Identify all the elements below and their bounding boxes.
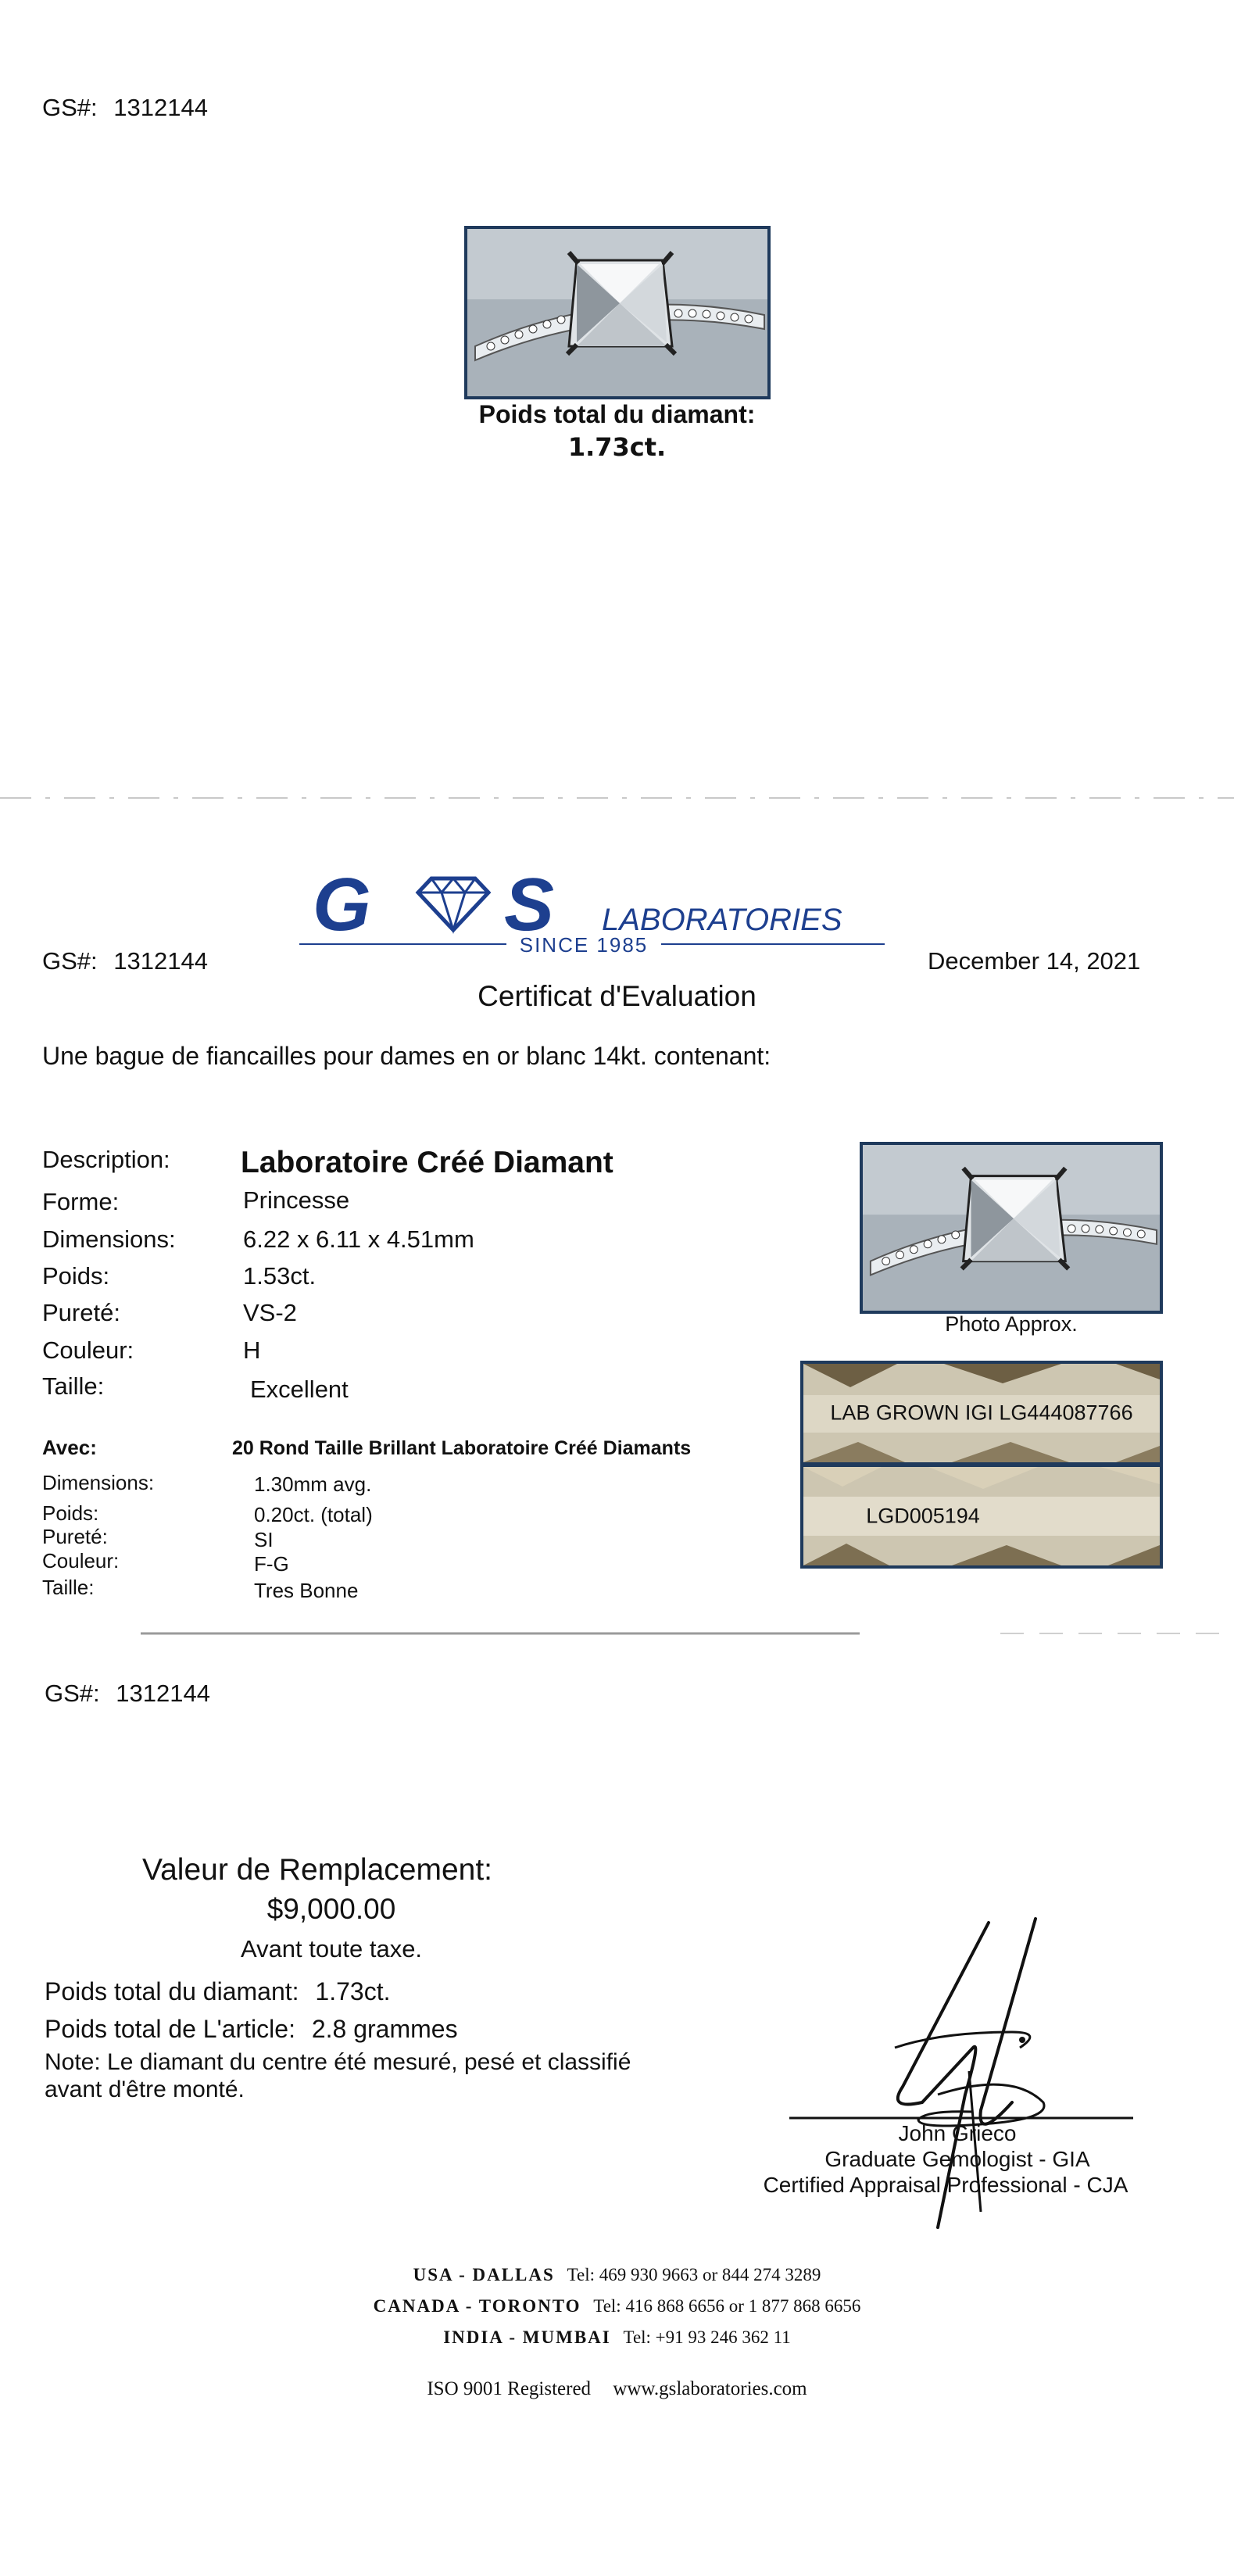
diamond-icon (418, 878, 488, 930)
photo-caption: Photo Approx. (945, 1312, 1078, 1336)
diamond-weight-label: Poids total du diamant: (45, 1977, 299, 2005)
valuation-note-line1: Note: Le diamant du centre été mesuré, pesé et classifié (45, 2049, 631, 2075)
logo-since: SINCE 1985 (519, 933, 649, 957)
valuation-heading: Valeur de Remplacement: (142, 1853, 493, 1887)
side-value-dimensions: 1.30mm avg. (254, 1472, 372, 1496)
spec-label-forme: Forme: (42, 1188, 120, 1215)
contact-canada (0, 2296, 1234, 2317)
contact-usa (0, 2265, 1234, 2285)
spec-label-poids: Poids: (42, 1262, 110, 1290)
ring-photo-certificate (860, 1142, 1163, 1314)
article-weight-value: 2.8 grammes (311, 2015, 458, 2043)
logo-word: LABORATORIES (602, 903, 842, 937)
diamond-weight-value: 1.73ct. (315, 1977, 391, 2005)
contact-place: INDIA - MUMBAI (443, 2327, 611, 2347)
side-label-couleur: Couleur: (42, 1549, 120, 1572)
side-value-couleur: F-G (254, 1552, 289, 1576)
contact-tel: Tel: 469 930 9663 or 844 274 3289 (567, 2265, 821, 2284)
valuation-diamond-weight (45, 1977, 390, 2006)
contact-india (0, 2327, 1234, 2348)
spec-label-description: Description: (42, 1146, 170, 1173)
side-label-purete: Pureté: (42, 1525, 108, 1548)
side-label-dimensions: Dimensions: (42, 1471, 155, 1494)
avec-value: 20 Rond Taille Brillant Laboratoire Créé Diamants (232, 1437, 692, 1459)
side-label-poids: Poids: (42, 1501, 99, 1525)
logo-letter-g: G (313, 869, 371, 946)
torn-edge-divider (0, 1631, 1234, 1636)
signer-title-2: Certified Appraisal Professional - CJA (763, 2173, 1128, 2197)
valuation-tax-note: Avant toute taxe. (240, 1935, 423, 1962)
spec-value-description: Laboratoire Créé Diamant (241, 1146, 613, 1179)
top-weight-caption-label: Poids total du diamant: (478, 400, 756, 428)
side-value-poids: 0.20ct. (total) (254, 1503, 373, 1526)
gs-number-certificate (42, 947, 208, 975)
gs-label: GS#: (42, 947, 98, 975)
valuation-note-line2: avant d'être monté. (45, 2077, 245, 2102)
side-value-purete: SI (254, 1528, 274, 1551)
valuation-amount: $9,000.00 (266, 1893, 396, 1925)
side-value-taille: Tres Bonne (254, 1579, 359, 1602)
spec-label-purete: Pureté: (42, 1299, 120, 1326)
top-weight-caption-value: 1.73ct. (567, 432, 667, 462)
iso-registration: ISO 9001 Registered (427, 2378, 592, 2399)
inscription-image-2 (800, 1464, 1163, 1569)
gs-value: 1312144 (113, 94, 208, 121)
certificate-date: December 14, 2021 (928, 947, 1141, 975)
signer-title-1: Graduate Gemologist - GIA (824, 2147, 1090, 2171)
inscription-image-1 (800, 1361, 1163, 1465)
spec-value-dimensions: 6.22 x 6.11 x 4.51mm (243, 1225, 474, 1253)
spec-value-purete: VS-2 (243, 1299, 297, 1326)
avec-label: Avec: (42, 1436, 97, 1459)
certificate-intro: Une bague de fiancailles pour dames en or blanc 14kt. contenant: (42, 1042, 771, 1070)
contact-place: USA - DALLAS (413, 2265, 555, 2284)
ring-photo-top (464, 226, 771, 399)
spec-value-couleur: H (243, 1336, 261, 1364)
torn-edge-divider (0, 796, 1234, 800)
contact-tel: Tel: +91 93 246 362 11 (623, 2327, 791, 2347)
valuation-article-weight (45, 2015, 458, 2044)
contact-tel: Tel: 416 868 6656 or 1 877 868 6656 (593, 2296, 861, 2316)
inscription-text-2: LGD005194 (866, 1504, 980, 1528)
website-link[interactable]: www.gslaboratories.com (613, 2378, 807, 2399)
gs-number-valuation (45, 1680, 210, 1708)
contact-place: CANADA - TORONTO (373, 2296, 581, 2316)
spec-value-taille: Excellent (250, 1376, 349, 1403)
side-label-taille: Taille: (42, 1576, 95, 1599)
signer-name: John Grieco (898, 2121, 1017, 2145)
gs-value: 1312144 (113, 947, 208, 975)
logo-letter-s: S (504, 869, 555, 946)
article-weight-label: Poids total de L'article: (45, 2015, 295, 2043)
gs-laboratories-logo (297, 869, 891, 963)
certificate-title: Certificat d'Evaluation (478, 980, 756, 1012)
gs-label: GS#: (42, 94, 98, 121)
spec-value-poids: 1.53ct. (243, 1262, 317, 1290)
footer-line (0, 2378, 1234, 2400)
gs-label: GS#: (45, 1680, 100, 1707)
spec-label-taille: Taille: (42, 1372, 105, 1400)
spec-value-forme: Princesse (243, 1186, 350, 1214)
spec-label-couleur: Couleur: (42, 1336, 134, 1364)
inscription-text-1: LAB GROWN IGI LG444087766 (830, 1401, 1133, 1425)
gs-value: 1312144 (116, 1680, 210, 1707)
gs-number-top (42, 94, 208, 122)
spec-label-dimensions: Dimensions: (42, 1225, 176, 1253)
